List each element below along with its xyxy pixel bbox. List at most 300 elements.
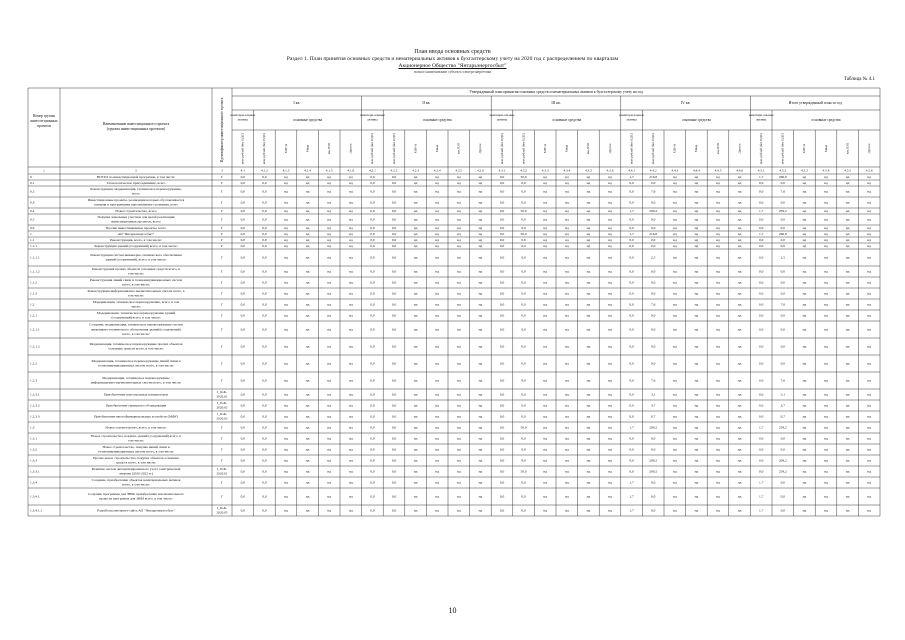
cell-value: 0,0 [391,378,397,383]
cell-value: нд [845,344,850,349]
cell-value: нд [284,291,288,296]
cell-value: нд [737,414,742,419]
cell-value: нд [802,403,807,408]
cell-value: 0,0 [240,447,245,452]
column-number: 4.5.6 [865,168,873,173]
cell-value: нд [608,425,612,430]
row-number: 1.1.1 [30,243,37,248]
cell-value: нд [737,327,742,332]
row-number: 1 [30,231,32,236]
cell-value: нд [672,436,677,441]
cell-value: нд [694,174,699,179]
cell-value: нд [543,255,548,260]
cell-value: нд [305,200,310,205]
cell-value: нд [543,469,548,474]
row-identifier: 2020.03 [216,416,228,421]
cell-value: 0,0 [262,208,267,213]
cell-value: нд [564,291,569,296]
cell-value: нд [284,425,288,430]
unit-header: Другое [348,143,353,154]
cell-value: нд [716,425,720,430]
cell-value: нд [845,280,850,285]
cell-value: 0,0 [240,189,245,194]
cell-value: 0,0 [262,174,267,179]
cell-value: нд [824,344,828,349]
cell-value: 2,5 [651,255,656,260]
cell-value: нд [845,189,850,194]
cell-value: 0,0 [262,447,267,452]
cell-value: нд [737,403,742,408]
cell-value: нд [672,327,677,332]
row-project-name: Реконструкция, всего, в том числе: [110,237,162,242]
cell-value: нд [413,403,418,408]
cell-value: 0,0 [370,225,375,230]
cell-value: нд [802,361,807,366]
cell-value: нд [413,436,418,441]
cell-value: нд [478,436,483,441]
row-project-name: всего, в том числе: [122,331,150,336]
cell-value: нд [456,436,461,441]
cell-value: нд [608,180,612,185]
cell-value: 0,0 [759,243,764,248]
cell-value: нд [348,302,353,307]
cell-value: нд [456,469,461,474]
cell-value: 0,0 [391,237,397,242]
cell-value: 0,0 [521,243,526,248]
cell-value: нд [672,243,677,248]
cell-value: нд [456,327,461,332]
cell-value: 0,0 [391,243,397,248]
cell-value: нд [456,361,461,366]
cell-value: нд [305,243,310,248]
cell-value: нд [435,280,440,285]
cell-value: нд [672,180,677,185]
cell-value: нд [737,180,742,185]
cell-value: 0,0 [629,344,634,349]
cell-value: 7,6 [651,189,656,194]
cell-value: нд [716,280,720,285]
cell-value: нд [694,208,699,213]
cell-value: нд [672,425,677,430]
cell-value: нд [694,255,699,260]
cell-value: нд [716,313,720,318]
cell-value: нд [694,508,699,513]
row-project-name: средств всего, в том числе: [115,460,157,465]
cell-value: нд [716,494,720,499]
cell-value: нд [867,180,872,185]
cell-value: нд [737,436,742,441]
cell-value: нд [413,243,418,248]
cell-value: 0,0 [370,217,375,222]
cell-value: нд [327,208,332,213]
cell-value: нд [284,392,288,397]
row-number: 1.2.3.3 [30,414,40,419]
cell-value: нд [327,237,332,242]
cell-value: нд [802,494,807,499]
cell-value: нд [867,313,872,318]
cell-value: нд [802,208,807,213]
cell-value: нд [327,302,332,307]
cell-value: нд [413,327,418,332]
row-number: 1.2.1 [30,313,37,318]
cell-value: нд [305,208,310,213]
row-project-name: Модернизация, техническое перевооружение, всего, в том [92,299,180,304]
cell-value: нд [456,392,461,397]
cell-value: нд [435,231,440,236]
cell-value: нд [867,436,872,441]
row-project-name: Инвестиционные проекты, реализация которых обуславливается [87,197,185,202]
cell-value: нд [608,189,612,194]
cell-value: нд [327,480,332,485]
cell-value: нд [586,378,591,383]
row-number: 1.3.1 [30,436,37,441]
cell-value: нд [672,447,677,452]
cell-value: нд [284,237,288,242]
cell-value: нд [305,494,310,499]
cell-value: 0,0 [629,237,634,242]
cell-value: нд [845,174,850,179]
cell-value: 1,7 [759,508,764,513]
cell-value: нд [543,208,548,213]
cell-value: 0,0 [262,361,267,366]
cell-value: нд [737,494,742,499]
cell-value: нд [564,313,569,318]
cell-value: 0,0 [521,217,526,222]
cell-value: нд [586,291,591,296]
column-number: 4.1 [240,168,245,173]
cell-value: нд [284,269,288,274]
cell-value: 0,0 [262,458,267,463]
cell-value: нд [802,447,807,452]
cell-value: 0,0 [240,494,245,499]
cell-value: нд [672,280,677,285]
unit-header: МВ×А [672,143,677,154]
cell-value: нд [327,269,332,274]
cell-value: нд [456,414,461,419]
cell-value: нд [305,225,310,230]
cell-value: нд [478,237,483,242]
cell-value: нд [284,243,288,248]
cell-value: нд [694,480,699,485]
cell-value: нд [348,494,353,499]
cell-value: нд [737,237,742,242]
cell-value: 0,0 [262,313,267,318]
cell-value: нд [694,231,699,236]
quarter-header: IV кв. [680,100,691,105]
cell-value: нд [348,174,353,179]
cell-value: 0,0 [521,447,526,452]
cell-value: нд [672,189,677,194]
cell-value: нд [716,217,720,222]
cell-value: 0,0 [391,174,397,179]
cell-value: нд [478,280,483,285]
row-identifier: Г [221,494,223,499]
cell-value: нд [845,414,850,419]
cell-value: 0,0 [262,403,267,408]
cell-value: нд [305,231,310,236]
cell-value: 0,0 [499,237,505,242]
doc-title: План ввода основных средств [414,49,491,55]
unit-header: Мвар [823,144,828,153]
cell-value: нд [737,189,742,194]
cell-value: нд [435,494,440,499]
cell-value: 0,0 [759,414,764,419]
cell-value: нд [456,313,461,318]
row-project-name: телекоммуникационных систем всего, в том числе: [98,363,174,368]
cell-value: нд [867,231,872,236]
cell-value: нд [672,174,677,179]
column-number: 4.4.1 [628,168,635,173]
cell-value: нд [327,280,332,285]
cell-value: нд [284,255,288,260]
row-project-name: Реконструкция информационно-вычислительных систем всего, в [87,288,185,293]
cell-value: нд [284,469,288,474]
cell-value: нд [845,436,850,441]
column-number: 4.4.4 [693,168,700,173]
row-project-name: информационно-вычислительных систем всего, в том числе: [90,380,182,385]
row-identifier: Г [221,425,223,430]
cell-value: нд [456,280,461,285]
cell-value: 0,0 [499,436,505,441]
cell-value: 0,0 [370,392,375,397]
cell-value: нд [867,494,872,499]
cell-value: нд [456,425,461,430]
cell-value: нд [737,447,742,452]
cell-value: нд [824,392,828,397]
cell-value: 1,7 [759,174,764,179]
cell-value: нд [802,436,807,441]
cell-value: нд [435,217,440,222]
column-number: 2 [135,168,137,173]
cell-value: 0,0 [391,392,397,397]
cell-value: нд [672,508,677,513]
cell-value: нд [543,269,548,274]
cell-value: нд [608,436,612,441]
cell-value: 0,0 [240,217,245,222]
cell-value: 0,0 [391,414,397,419]
cell-value: 0,0 [391,361,397,366]
cell-value: нд [478,291,483,296]
cell-value: 0,0 [370,403,375,408]
unit-header: км ЛЭП [715,142,720,155]
col-group-number-header: Номер группы [32,113,56,118]
cell-value: нд [737,425,742,430]
cell-value: 0,0 [391,255,397,260]
cell-value: нд [348,217,353,222]
cell-value: 0,0 [629,255,634,260]
cell-value: нд [456,447,461,452]
cell-value: нд [824,458,828,463]
row-project-name: ВСЕГО по инвестиционной программе, в том числе: [96,174,176,179]
cell-value: нд [608,361,612,366]
cell-value: 0,0 [521,361,526,366]
row-identifier: J_JGK- [216,401,228,406]
cell-value: 0,0 [759,225,764,230]
cell-value: 1,7 [629,174,634,179]
cell-value: нд [845,313,850,318]
cell-value: 0,0 [499,189,505,194]
cell-value: 0,0 [391,231,397,236]
row-number: 1.3.3.1 [30,469,40,474]
cell-value: 0,0 [499,269,505,274]
row-identifier: Г [221,313,223,318]
cell-value: нд [802,480,807,485]
cell-value: нд [543,327,548,332]
cell-value: нд [543,217,548,222]
cell-value: 0,0 [651,361,656,366]
cell-value: нд [737,458,742,463]
cell-value: нд [672,255,677,260]
unit-header: МВ×А [802,143,807,154]
cell-value: нд [694,327,699,332]
cell-value: нд [348,231,353,236]
cell-value: нд [694,200,699,205]
cell-value: нд [824,174,828,179]
cell-value: 0,0 [240,174,245,179]
cell-value: нд [845,508,850,513]
column-number: 4.5.5 [844,168,851,173]
cell-value: нд [327,344,332,349]
row-number: 1.1.2 [30,280,37,285]
cell-value: 0,0 [759,392,764,397]
cell-value: 209,2 [649,458,658,463]
cell-value: нд [435,243,440,248]
cell-value: нд [608,174,612,179]
cell-value: 0,0 [262,508,267,513]
column-number: 4.2.3 [412,168,419,173]
cell-value: нд [672,313,677,318]
cell-value: нд [824,508,828,513]
cell-value: 0,0 [780,361,785,366]
cell-value: нд [543,344,548,349]
row-project-name: Покупка земельных участков для целей реализации [97,214,175,219]
cell-value: 0,0 [240,403,245,408]
cell-value: 0,0 [262,469,267,474]
cell-value: 3,7 [780,403,785,408]
cell-value: нд [543,508,548,513]
nma-header: нематери-альные [619,112,645,117]
cell-value: 0,0 [521,237,526,242]
row-identifier: 2020.01 [216,471,228,476]
cell-value: 0,0 [780,480,785,485]
cell-value: 0,0 [780,280,785,285]
table-top-header: Утвержденный план принятия основных средств и нематериальных активов к бухгалтерскому учету на год [469,89,643,94]
cell-value: 209,2 [649,469,658,474]
row-number: 0 [30,174,32,179]
cell-value: нд [543,225,548,230]
cell-value: нд [586,231,591,236]
cell-value: 0,0 [240,243,245,248]
row-project-name: Новое строительство, покупка зданий (сооружений) всего, в [91,433,181,438]
cell-value: 0,0 [780,200,785,205]
row-number: 1.1 [30,237,35,242]
cell-value: нд [413,225,418,230]
cell-value: нд [867,344,872,349]
row-identifier: Г [221,189,223,194]
cell-value: нд [586,508,591,513]
row-number: 0.5 [30,217,35,222]
cell-value: нд [413,180,418,185]
cell-value: нд [413,447,418,452]
cell-value: 0,0 [240,225,245,230]
os-header: основные средства [681,117,711,122]
cell-value: нд [478,480,483,485]
cell-value: 0,0 [759,403,764,408]
cell-value: 50,0 [520,231,527,236]
cell-value: нд [456,255,461,260]
row-project-name: Прочие инвестиционные проекты, всего [105,225,167,230]
cell-value: нд [694,280,699,285]
cell-value: нд [737,208,742,213]
cell-value: 266,8 [778,174,787,179]
cell-value: 0,0 [651,225,656,230]
cell-value: 0,0 [391,436,397,441]
cell-value: нд [802,225,807,230]
cell-value: 0,0 [780,225,785,230]
cell-value: нд [867,280,872,285]
row-project-name: всего, в том числе: [122,282,150,287]
cell-value: нд [413,425,418,430]
cell-value: 0,0 [391,447,397,452]
cell-value: нд [824,280,828,285]
cell-value: 0,0 [391,469,397,474]
cell-value: нд [824,313,828,318]
cell-value: нд [327,392,332,397]
cell-value: нд [694,243,699,248]
cell-value: нд [543,494,548,499]
cell-value: нд [305,174,310,179]
cell-value: 0,0 [759,327,764,332]
cell-value: нд [716,447,720,452]
cell-value: нд [543,180,548,185]
cell-value: 0,0 [370,269,375,274]
cell-value: нд [348,200,353,205]
cell-value: нд [672,469,677,474]
cell-value: 0,0 [759,447,764,452]
cell-value: нд [284,447,288,452]
row-project-name: Реконструкция, модернизация, техническое перевооружение, [90,186,182,191]
cell-value: нд [348,269,353,274]
cell-value: нд [456,225,461,230]
cell-value: 0,0 [499,480,505,485]
cell-value: нд [284,217,288,222]
cell-value: 0,0 [629,313,634,318]
cell-value: нд [478,403,483,408]
cell-value: 0,0 [499,508,505,513]
cell-value: 0,0 [240,361,245,366]
cell-value: нд [413,217,418,222]
cell-value: нд [478,344,483,349]
cell-value: 0,0 [629,225,634,230]
cell-value: нд [716,302,720,307]
cell-value: нд [543,313,548,318]
cell-value: нд [845,200,850,205]
cell-value: 0,0 [262,269,267,274]
cell-value: нд [586,237,591,242]
cell-value: нд [867,269,872,274]
row-project-name: Новое строительство, всего [115,208,157,213]
cell-value: 0,0 [521,327,526,332]
cell-value: 0,0 [651,494,656,499]
cell-value: нд [348,208,353,213]
cell-value: нд [716,436,720,441]
cell-value: нд [802,291,807,296]
cell-value: нд [824,291,828,296]
cell-value: 3,1 [780,392,785,397]
row-project-name: зданий (сооружений), всего, в том числе: [105,257,167,262]
cell-value: нд [608,313,612,318]
cell-value: 0,0 [651,327,656,332]
